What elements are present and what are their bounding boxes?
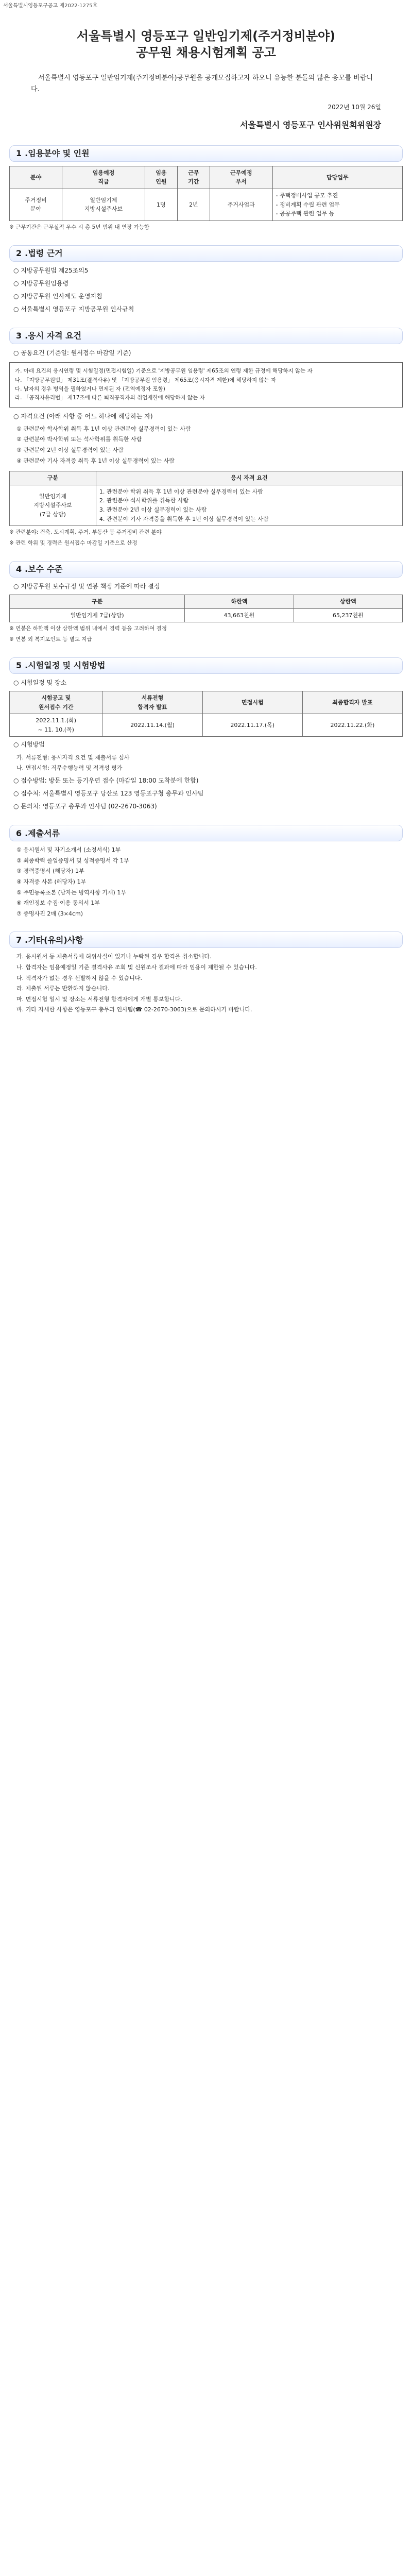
cell: 2022.11.14.(월)	[102, 714, 202, 737]
eligibility-note: ※ 관련분야: 건축, 도시계획, 주거, 부동산 등 주거정비 관련 분야	[9, 529, 162, 536]
pay-note: ※ 연봉은 하한액 이상 상한액 범위 내에서 경력 등을 고려하여 결정	[9, 625, 167, 632]
section-1-num: 1	[16, 148, 22, 158]
law-item: ○ 지방공무원법 제25조의5	[13, 266, 89, 274]
section-7-header: 7 . 기타(유의)사항	[9, 931, 403, 948]
section-1	[0, 145, 412, 232]
pay-intro: ○ 지방공무원 보수규정 및 연봉 책정 기준에 따라 결정	[13, 582, 160, 590]
header	[0, 12, 412, 132]
eligibility-line: 다. 남자의 경우 병역을 필하였거나 면제된 자 (전역예정자 포함)	[15, 386, 165, 393]
publish-date: 2022년 10월 26일	[328, 103, 381, 111]
doc-item: ⑦ 증명사진 2매 (3×4cm)	[16, 910, 83, 917]
th: 구분	[10, 595, 185, 609]
th: 근무예정 부서	[210, 166, 272, 189]
submit-info: ○ 접수방법: 방문 또는 등기우편 접수 (마감일 18:00 도착분에 한함)	[13, 776, 199, 784]
section-5-num: 5	[16, 660, 22, 670]
section-4-title: 보수 수준	[28, 564, 63, 574]
schedule-intro: ○ 시험일정 및 장소	[13, 679, 67, 686]
section-1-header: 1 . 임용분야 및 인원	[9, 145, 403, 162]
th: 임용예정 직급	[62, 166, 145, 189]
doc-item: ⑥ 개인정보 수집·이용 동의서 1부	[16, 900, 100, 907]
section-7-num: 7	[16, 935, 22, 945]
eligibility-note: ※ 관련 학위 및 경력은 원서접수 마감일 기준으로 산정	[9, 540, 138, 547]
th: 근무 기간	[177, 166, 210, 189]
table-row	[10, 485, 403, 526]
th: 최종합격자 발표	[302, 691, 402, 714]
issuing-org: 서울특별시 영등포구 인사위원회위원장	[240, 120, 381, 130]
cell: 1. 관련분야 학위 취득 후 1년 이상 관련분야 실무경력이 있는 사람 2. 관련분야 석사학위를 취득한 사람 3. 관련분야 2년 이상 실무경력이 있는 사람 4. 관련분야 기사 자격증을 취득한 후 1년 이상 실무경력이 있는 사람	[96, 485, 402, 526]
th: 응시 자격 요건	[96, 471, 402, 485]
cell: 일반임기제 지방시설주사보	[62, 189, 145, 221]
section-6-header: 6 . 제출서류	[9, 825, 403, 841]
table-row	[10, 608, 403, 622]
th: 서류전형 합격자 발표	[102, 691, 202, 714]
section-3-num: 3	[16, 331, 22, 341]
section-6	[0, 825, 412, 918]
recruit-note: ※ 근무기간은 근무실적 우수 시 총 5년 범위 내 연장 가능함	[9, 224, 149, 230]
section-6-num: 6	[16, 828, 22, 838]
cell: 65,237천원	[294, 608, 402, 622]
notice-item: 다. 적격자가 없는 경우 선발하지 않을 수 있습니다.	[16, 974, 142, 981]
section-2-num: 2	[16, 248, 22, 258]
career-title: ○ 자격요건 (아래 사항 중 어느 하나에 해당하는 자)	[13, 412, 153, 420]
section-4	[0, 561, 412, 644]
th: 하한액	[185, 595, 294, 609]
cell: 일반임기제 7급(상당)	[10, 608, 185, 622]
section-4-num: 4	[16, 564, 22, 574]
doc-item: ① 응시원서 및 자기소개서 (소정서식) 1부	[16, 846, 121, 854]
method-item: 나. 면접시험: 직무수행능력 및 적격성 평가	[16, 765, 123, 772]
doc-item: ③ 경력증명서 (해당자) 1부	[16, 868, 84, 875]
table-row	[10, 714, 403, 737]
cell: - 주택정비사업 공모 추진 - 정비계획 수립 관련 업무 - 공공주택 관련 업무 등	[272, 189, 402, 221]
method-item: 가. 서류전형: 응시자격 요건 및 제출서류 심사	[16, 754, 130, 761]
th: 분야	[10, 166, 62, 189]
table-row	[10, 189, 403, 221]
career-item: ④ 관련분야 기사 자격증 취득 후 1년 이상 실무경력이 있는 사람	[16, 457, 175, 464]
cell: 2022.11.17.(목)	[202, 714, 302, 737]
notice-item: 나. 합격자는 임용예정일 기준 결격사유 조회 및 신원조사 결과에 따라 임용이 제한될 수 있습니다.	[16, 964, 257, 971]
schedule-table	[9, 691, 403, 737]
law-item: ○ 서울특별시 영등포구 지방공무원 인사규칙	[13, 306, 134, 313]
section-3-header: 3 . 응시 자격 요건	[9, 328, 403, 344]
section-3	[0, 328, 412, 548]
eligibility-line: 가. 아래 요건의 응시연령 및 시험일정(면접시험일) 기준으로 '지방공무원 임용령' 제65조의 연령 제한 규정에 해당하지 않는 자	[15, 368, 313, 375]
career-item: ① 관련분야 학사학위 취득 후 1년 이상 관련분야 실무경력이 있는 사람	[16, 425, 191, 432]
cell: 2022.11.1.(화) ~ 11. 10.(목)	[10, 714, 102, 737]
submit-info: ○ 접수처: 서울특별시 영등포구 당산로 123 영등포구청 총무과 인사팀	[13, 789, 204, 797]
th: 시험공고 및 원서접수 기간	[10, 691, 102, 714]
section-2-title: 법령 근거	[28, 248, 63, 258]
section-5-title: 시험일정 및 시험방법	[28, 660, 106, 670]
submit-info: ○ 문의처: 영등포구 총무과 인사팀 (02-2670-3063)	[13, 803, 157, 810]
pay-table	[9, 595, 403, 622]
career-item: ③ 관련분야 2년 이상 실무경력이 있는 사람	[16, 447, 124, 454]
section-1-title: 임용분야 및 인원	[28, 148, 90, 158]
eligibility-intro: ○ 공통요건 (기준일: 원서접수 마감일 기준)	[13, 349, 131, 357]
eligibility-line: 나. 「지방공무원법」 제31조(결격사유) 및 「지방공무원 임용령」 제65조(응시자격 제한)에 해당하지 않는 자	[15, 377, 277, 383]
eligibility-box	[9, 362, 403, 407]
doc-number: 서울특별시영등포구공고 제2022-1275호	[3, 3, 98, 9]
page-title: 서울특별시 영등포구 일반임기제(주거정비분야) 공무원 채용시험계획 공고	[76, 29, 336, 60]
career-item: ② 관련분야 박사학위 또는 석사학위를 취득한 사람	[16, 436, 142, 443]
law-item: ○ 지방공무원 인사제도 운영지침	[13, 292, 102, 300]
intro-text: 서울특별시 영등포구 일반임기제(주거정비분야)공무원을 공개모집하고자 하오니 유능한 분들의 많은 응모를 바랍니다.	[31, 74, 373, 93]
eligibility-line: 라. 「공직자윤리법」 제17조에 따른 퇴직공직자의 취업제한에 해당하지 않는 자	[15, 395, 205, 401]
cell: 일반임기제 지방시설주사보 (7급 상당)	[10, 485, 96, 526]
th: 담당업무	[272, 166, 402, 189]
doc-item: ⑤ 주민등록초본 (남자는 병역사항 기재) 1부	[16, 889, 126, 896]
method-title: ○ 시험방법	[13, 741, 45, 749]
section-3-title: 응시 자격 요건	[28, 331, 82, 341]
cell: 주거사업과	[210, 189, 272, 221]
th: 상한액	[294, 595, 402, 609]
eligibility-table	[9, 471, 403, 526]
cell: 2022.11.22.(화)	[302, 714, 402, 737]
cell: 43,663천원	[185, 608, 294, 622]
notice-item: 가. 응시원서 등 제출서류에 허위사실이 있거나 누락된 경우 합격을 취소합니다.	[16, 953, 212, 960]
section-7	[0, 931, 412, 1014]
law-item: ○ 지방공무원임용령	[13, 279, 69, 287]
section-5-header: 5 . 시험일정 및 시험방법	[9, 657, 403, 674]
section-2	[0, 245, 412, 315]
notice-item: 마. 면접시험 일시 및 장소는 서류전형 합격자에게 개별 통보합니다.	[16, 995, 182, 1003]
th: 임용 인원	[145, 166, 177, 189]
cell: 1명	[145, 189, 177, 221]
th: 면접시험	[202, 691, 302, 714]
notice-item: 라. 제출된 서류는 반환하지 않습니다.	[16, 985, 110, 992]
section-2-header: 2 . 법령 근거	[9, 245, 403, 262]
recruit-table	[9, 166, 403, 221]
cell: 주거정비 분야	[10, 189, 62, 221]
doc-item: ④ 자격증 사본 (해당자) 1부	[16, 878, 87, 886]
notice-item: 바. 기타 자세한 사항은 영등포구 총무과 인사팀(☎ 02-2670-3063)으로 문의하시기 바랍니다.	[16, 1006, 252, 1013]
section-6-title: 제출서류	[28, 828, 60, 838]
doc-item: ② 최종학력 졸업증명서 및 성적증명서 각 1부	[16, 857, 129, 864]
th: 구분	[10, 471, 96, 485]
cell: 2년	[177, 189, 210, 221]
pay-note: ※ 연봉 외 복지포인트 등 별도 지급	[9, 636, 92, 642]
section-5	[0, 657, 412, 812]
section-7-title: 기타(유의)사항	[28, 935, 83, 945]
section-4-header: 4 . 보수 수준	[9, 561, 403, 578]
